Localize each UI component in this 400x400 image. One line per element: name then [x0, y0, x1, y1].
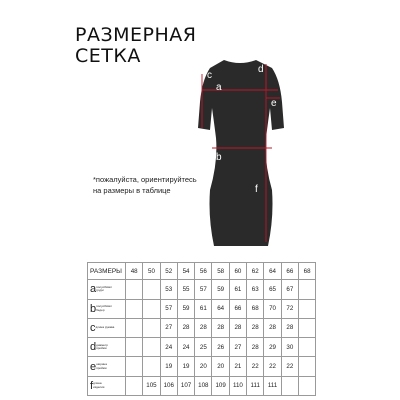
row-description: полуобхват груди — [96, 284, 112, 293]
table-cell: 19 — [160, 357, 177, 376]
table-cell — [298, 280, 315, 299]
row-letter: f — [90, 379, 94, 392]
marker-b: b — [216, 152, 222, 163]
size-header-50: 50 — [143, 263, 160, 280]
table-cell: 27 — [229, 338, 246, 357]
table-cell — [126, 318, 143, 337]
row-description: длина изделия — [93, 381, 105, 389]
row-label-b — [88, 299, 126, 318]
table-cell: 28 — [247, 338, 264, 357]
size-header-60: 60 — [229, 263, 246, 280]
size-header-52: 52 — [160, 263, 177, 280]
table-header-row — [88, 263, 316, 280]
table-cell: 63 — [247, 280, 264, 299]
row-letter: a — [90, 283, 97, 296]
table-cell: 25 — [195, 338, 212, 357]
table-row — [88, 357, 316, 376]
table-cell: 28 — [247, 318, 264, 337]
dress-illustration — [180, 50, 300, 250]
table-cell: 59 — [177, 299, 194, 318]
table-cell: 106 — [160, 376, 177, 395]
marker-a: a — [216, 82, 222, 93]
row-letter: d — [90, 341, 97, 354]
table-cell: 111 — [264, 376, 281, 395]
row-label-f — [88, 376, 126, 395]
table-cell — [298, 338, 315, 357]
table-cell — [298, 299, 315, 318]
table-cell — [143, 357, 160, 376]
table-cell — [143, 318, 160, 337]
page-title — [75, 25, 196, 67]
table-cell: 57 — [195, 280, 212, 299]
table-cell — [281, 376, 298, 395]
row-letter: b — [90, 302, 97, 315]
table-cell: 72 — [281, 299, 298, 318]
table-cell: 70 — [264, 299, 281, 318]
table-cell: 59 — [212, 280, 229, 299]
table-cell: 24 — [160, 338, 177, 357]
title-line-1: РАЗМЕРНАЯ — [75, 24, 197, 46]
table-cell: 21 — [229, 357, 246, 376]
table-cell: 53 — [160, 280, 177, 299]
table-cell: 20 — [195, 357, 212, 376]
table-row — [88, 299, 316, 318]
table-cell — [298, 376, 315, 395]
header-label: РАЗМЕРЫ — [88, 263, 126, 280]
table-cell: 30 — [281, 338, 298, 357]
marker-d: d — [258, 64, 264, 75]
table-cell: 22 — [247, 357, 264, 376]
table-cell: 22 — [264, 357, 281, 376]
row-label-d — [88, 338, 126, 357]
row-label-a — [88, 280, 126, 299]
size-header-48: 48 — [126, 263, 143, 280]
table-cell: 109 — [212, 376, 229, 395]
table-cell: 64 — [212, 299, 229, 318]
table-cell: 29 — [264, 338, 281, 357]
table-cell: 28 — [195, 318, 212, 337]
table-cell: 55 — [177, 280, 194, 299]
table-cell: 28 — [177, 318, 194, 337]
table-cell — [126, 376, 143, 395]
marker-e: e — [271, 98, 277, 109]
table-cell — [298, 318, 315, 337]
dress-silhouette — [198, 60, 284, 246]
size-header-62: 62 — [247, 263, 264, 280]
table-cell: 24 — [177, 338, 194, 357]
row-label-c — [88, 318, 126, 337]
table-cell: 20 — [212, 357, 229, 376]
row-description: диаметр пройми — [96, 342, 108, 351]
table-cell: 19 — [177, 357, 194, 376]
row-letter: e — [90, 360, 97, 373]
table-cell: 61 — [229, 280, 246, 299]
table-cell: 67 — [281, 280, 298, 299]
table-cell: 68 — [247, 299, 264, 318]
table-cell: 28 — [264, 318, 281, 337]
table-cell: 27 — [160, 318, 177, 337]
table-cell — [298, 357, 315, 376]
table-cell: 28 — [281, 318, 298, 337]
size-header-58: 58 — [212, 263, 229, 280]
table-cell: 26 — [212, 338, 229, 357]
table-row — [88, 376, 316, 395]
table-cell — [126, 357, 143, 376]
row-label-e — [88, 357, 126, 376]
size-note: *пожалуйста, ориентируйтесь на размеры в таблице — [93, 175, 197, 195]
table-cell — [143, 338, 160, 357]
size-header-68: 68 — [298, 263, 315, 280]
table-cell — [126, 299, 143, 318]
table-cell: 66 — [229, 299, 246, 318]
table-cell: 65 — [264, 280, 281, 299]
marker-f: f — [255, 184, 258, 195]
table-cell — [126, 280, 143, 299]
row-description: ширина пройми — [96, 362, 107, 370]
marker-c: c — [207, 70, 212, 81]
title-line-2: СЕТКА — [75, 45, 141, 67]
row-letter: c — [90, 321, 96, 334]
table-cell: 61 — [195, 299, 212, 318]
size-header-64: 64 — [264, 263, 281, 280]
table-row — [88, 318, 316, 337]
table-cell: 111 — [247, 376, 264, 395]
row-description: полуобхват бедер — [96, 304, 112, 312]
table-row — [88, 338, 316, 357]
table-cell: 105 — [143, 376, 160, 395]
size-header-66: 66 — [281, 263, 298, 280]
table-cell — [126, 338, 143, 357]
row-description: длина рукава — [95, 325, 115, 330]
table-cell — [143, 299, 160, 318]
table-cell: 28 — [212, 318, 229, 337]
table-cell: 108 — [195, 376, 212, 395]
table-row — [88, 280, 316, 299]
table-cell: 110 — [229, 376, 246, 395]
size-header-56: 56 — [195, 263, 212, 280]
table-cell: 107 — [177, 376, 194, 395]
table-cell: 57 — [160, 299, 177, 318]
size-header-54: 54 — [177, 263, 194, 280]
table-cell: 22 — [281, 357, 298, 376]
table-cell — [143, 280, 160, 299]
size-table — [87, 262, 316, 396]
table-cell: 28 — [229, 318, 246, 337]
